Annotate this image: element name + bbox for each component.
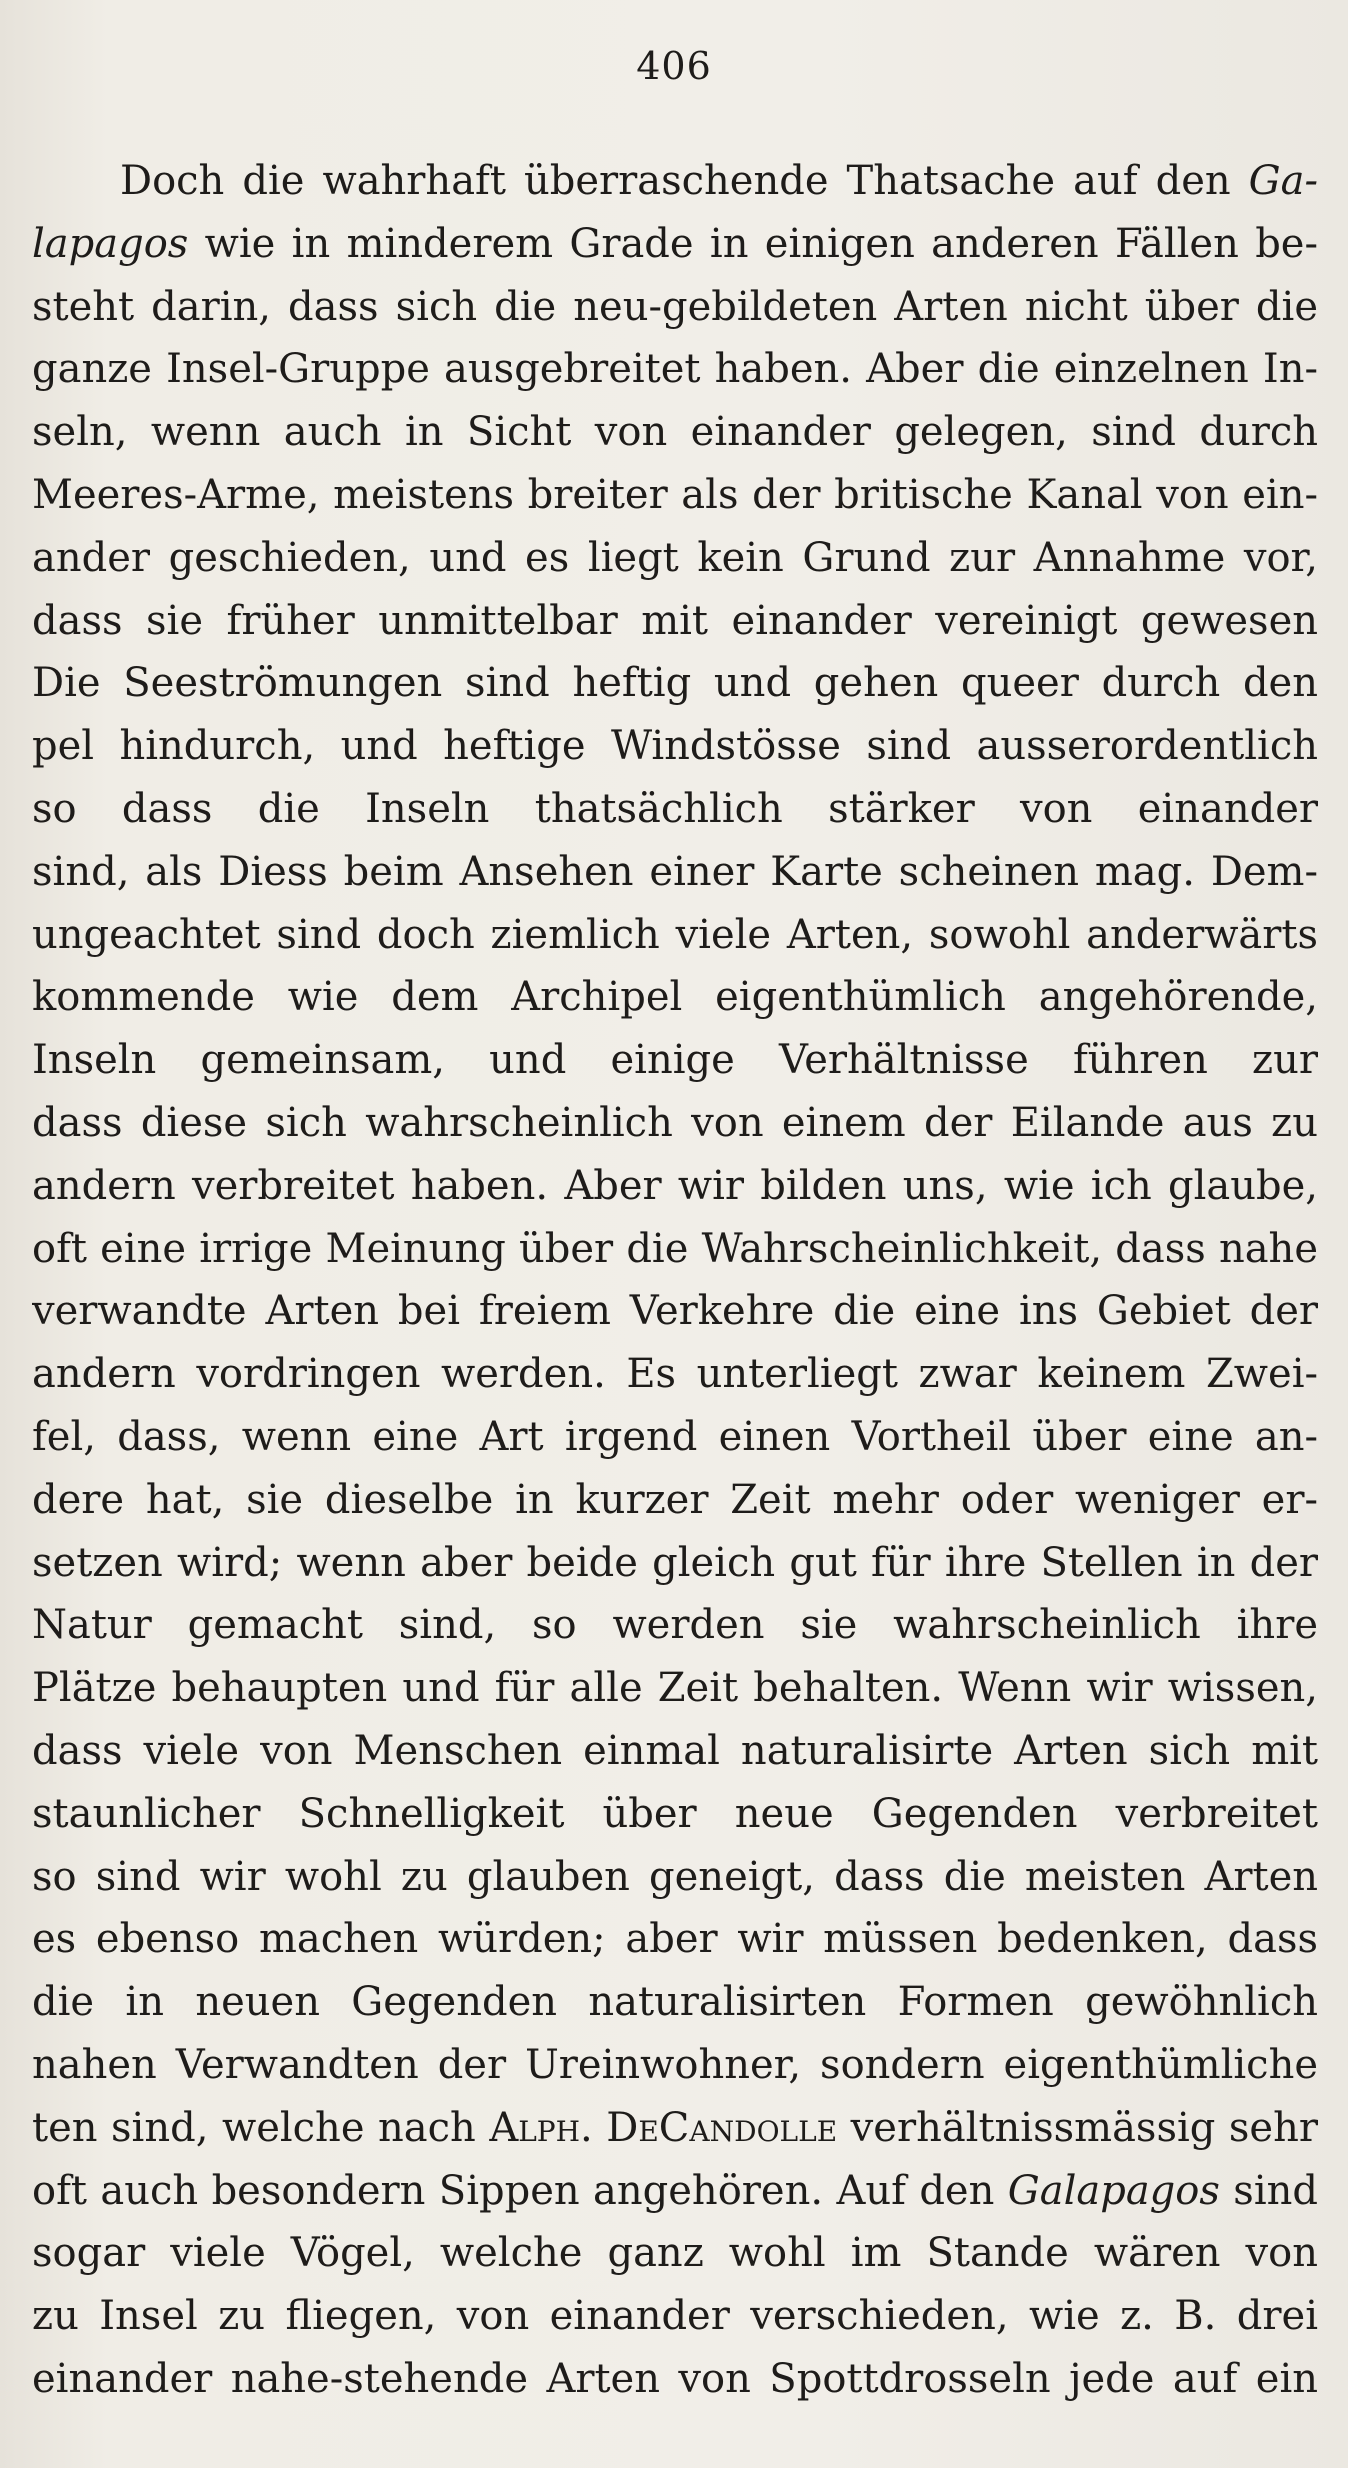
text-line-content xyxy=(32,284,1318,330)
text-line xyxy=(32,1908,1318,1971)
text-line xyxy=(32,778,1318,841)
text-run: dass diese sich wahrscheinlich von einem der Eilande aus zu xyxy=(32,1099,1318,1146)
text-run: Doch die wahrhaft überraschende Thatsache auf den xyxy=(120,158,1249,204)
text-run: sogar viele Vögel, welche ganz wohl im Stande wären von xyxy=(32,2230,1318,2277)
text-line xyxy=(32,1971,1318,2034)
text-line xyxy=(32,213,1318,276)
text-line xyxy=(32,1029,1318,1092)
text-line xyxy=(32,715,1318,778)
text-run: dere hat, sie dieselbe in kurzer Zeit mehr oder weniger er- xyxy=(32,1476,1318,1523)
text-run: einander nahe-stehende Arten von Spottdrosseln jede auf ein xyxy=(32,2355,1318,2402)
text-line xyxy=(32,1657,1318,1720)
text-line-content xyxy=(32,1100,1318,1155)
text-line xyxy=(32,276,1318,339)
text-run: fel, dass, wenn eine Art irgend einen Vortheil über eine an- xyxy=(32,1413,1318,1460)
text-line xyxy=(32,841,1318,904)
text-line xyxy=(32,2097,1318,2160)
text-line xyxy=(32,1218,1318,1281)
text-run: so sind wir wohl zu glauben geneigt, dass die meisten Arten xyxy=(32,1853,1318,1900)
italic-text: Galapagos xyxy=(1007,2167,1220,2214)
text-line-content xyxy=(32,912,1318,967)
text-line-content xyxy=(32,2042,1318,2097)
text-line xyxy=(32,1092,1318,1155)
small-caps-name: Alph. DeCandolle xyxy=(489,2104,838,2151)
text-line-content xyxy=(32,1414,1318,1460)
text-line xyxy=(32,652,1318,715)
text-run: es ebenso machen würden; aber wir müssen bedenken, dass xyxy=(32,1916,1318,1963)
text-run: andern vordringen werden. Es unterliegt zwar keinem Zwei- xyxy=(32,1351,1318,1398)
text-line xyxy=(32,1846,1318,1909)
text-line xyxy=(32,904,1318,967)
text-run: dass sie früher unmittelbar mit einander vereinigt gewesen xyxy=(32,597,1318,644)
text-run: die in neuen Gegenden naturalisirten Formen gewöhnlich xyxy=(32,1979,1318,2026)
text-line-content xyxy=(32,535,1318,581)
text-line-content xyxy=(32,849,1318,895)
text-run: dass viele von Menschen einmal naturalisirte Arten sich mit xyxy=(32,1727,1318,1774)
text-line xyxy=(32,2348,1318,2411)
text-line xyxy=(32,1532,1318,1595)
text-line-content xyxy=(32,2230,1318,2285)
text-line xyxy=(32,2285,1318,2348)
italic-text: Ga- xyxy=(1248,158,1318,204)
text-line xyxy=(32,1594,1318,1657)
text-line-content xyxy=(32,1979,1318,2034)
text-run: ungeachtet sind doch ziemlich viele Arten, sowohl anderwärts xyxy=(32,911,1318,958)
text-line-content xyxy=(32,1854,1318,1900)
text-line-content xyxy=(32,346,1318,392)
text-run: Meeres-Arme, meistens breiter als der britische Kanal von ein- xyxy=(32,471,1318,518)
text-line xyxy=(32,1406,1318,1469)
text-line xyxy=(32,1343,1318,1406)
text-line xyxy=(32,1280,1318,1343)
text-run: so dass die Inseln thatsächlich stärker von einander xyxy=(32,785,1318,832)
text-line-content xyxy=(32,1163,1318,1209)
text-line xyxy=(32,150,1318,213)
text-line-content xyxy=(32,974,1318,1029)
text-line-content xyxy=(32,221,1318,267)
text-run: setzen wird; wenn aber beide gleich gut für ihre Stellen in der xyxy=(32,1539,1318,1586)
page-number: 406 xyxy=(636,44,712,88)
text-run: Natur gemacht sind, so werden sie wahrscheinlich ihre xyxy=(32,1602,1318,1649)
text-run: Inseln gemeinsam, und einige Verhältnisse führen zur xyxy=(32,1037,1318,1084)
text-run: zu Insel zu fliegen, von einander verschieden, wie z. B. drei xyxy=(32,2293,1318,2340)
text-run: pel hindurch, und heftige Windstösse sind ausserordentlich xyxy=(32,723,1318,770)
text-run: sind xyxy=(1219,2167,1318,2214)
text-line xyxy=(32,2034,1318,2097)
text-line-content xyxy=(32,2105,1318,2151)
text-run: ander geschieden, und es liegt kein Grund zur Annahme vor, xyxy=(32,534,1318,581)
text-line-content xyxy=(32,660,1318,715)
text-line-content xyxy=(32,1288,1318,1334)
text-line-content xyxy=(32,598,1318,653)
text-line xyxy=(32,1720,1318,1783)
text-line-content xyxy=(32,2356,1318,2402)
text-run: verwandte Arten bei freiem Verkehre die eine ins Gebiet der xyxy=(32,1288,1318,1335)
text-line-content xyxy=(32,1477,1318,1523)
italic-text: lapagos xyxy=(32,220,189,267)
text-line xyxy=(32,2222,1318,2285)
text-run: nahen Verwandten der Ureinwohner, sondern eigenthümliche xyxy=(32,2041,1318,2088)
text-run: seln, wenn auch in Sicht von einander gelegen, sind durch xyxy=(32,409,1318,456)
text-run: wie in minderem Grade in einigen anderen Fällen be- xyxy=(188,220,1318,267)
text-line-content xyxy=(32,472,1318,518)
text-run: oft auch besondern Sippen angehören. Auf den xyxy=(32,2167,1008,2214)
text-run: verhältnissmässig sehr xyxy=(837,2104,1318,2151)
text-line-content xyxy=(120,158,1318,204)
text-line xyxy=(32,1783,1318,1846)
text-run: steht darin, dass sich die neu-gebildeten Arten nicht über die xyxy=(32,283,1318,330)
text-line xyxy=(32,338,1318,401)
text-line-content xyxy=(32,1602,1318,1657)
text-run: andern verbreitet haben. Aber wir bilden uns, wie ich glaube, xyxy=(32,1162,1318,1209)
text-line-content xyxy=(32,2168,1318,2214)
text-line-content xyxy=(32,1037,1318,1092)
text-line-content xyxy=(32,409,1318,464)
text-line-content xyxy=(32,1226,1318,1272)
text-line xyxy=(32,1155,1318,1218)
text-run: ganze Insel-Gruppe ausgebreitet haben. Aber die einzelnen In- xyxy=(32,346,1318,393)
text-line xyxy=(32,2160,1318,2223)
text-line xyxy=(32,1469,1318,1532)
text-line-content xyxy=(32,1351,1318,1397)
text-line-content xyxy=(32,723,1318,778)
text-run: ten sind, welche nach xyxy=(32,2104,490,2151)
text-run: sind, als Diess beim Ansehen einer Karte scheinen mag. Dem- xyxy=(32,848,1318,895)
text-line xyxy=(32,590,1318,653)
body-text xyxy=(32,150,1318,2411)
text-line-content xyxy=(32,2293,1318,2339)
text-run: staunlicher Schnelligkeit über neue Gegenden verbreitet xyxy=(32,1790,1318,1837)
text-line-content xyxy=(32,1665,1318,1711)
text-line xyxy=(32,527,1318,590)
text-run: kommende wie dem Archipel eigenthümlich angehörende, xyxy=(32,974,1318,1021)
text-run: Die Seeströmungen sind heftig und gehen queer durch den xyxy=(32,660,1318,707)
text-line-content xyxy=(32,786,1318,841)
text-line-content xyxy=(32,1540,1318,1586)
text-run: oft eine irrige Meinung über die Wahrscheinlichkeit, dass nahe xyxy=(32,1225,1318,1272)
text-line xyxy=(32,966,1318,1029)
text-line-content xyxy=(32,1791,1318,1846)
text-line-content xyxy=(32,1916,1318,1962)
text-run: Plätze behaupten und für alle Zeit behalten. Wenn wir wissen, xyxy=(32,1665,1318,1712)
text-line xyxy=(32,401,1318,464)
text-line-content xyxy=(32,1728,1318,1783)
text-line xyxy=(32,464,1318,527)
